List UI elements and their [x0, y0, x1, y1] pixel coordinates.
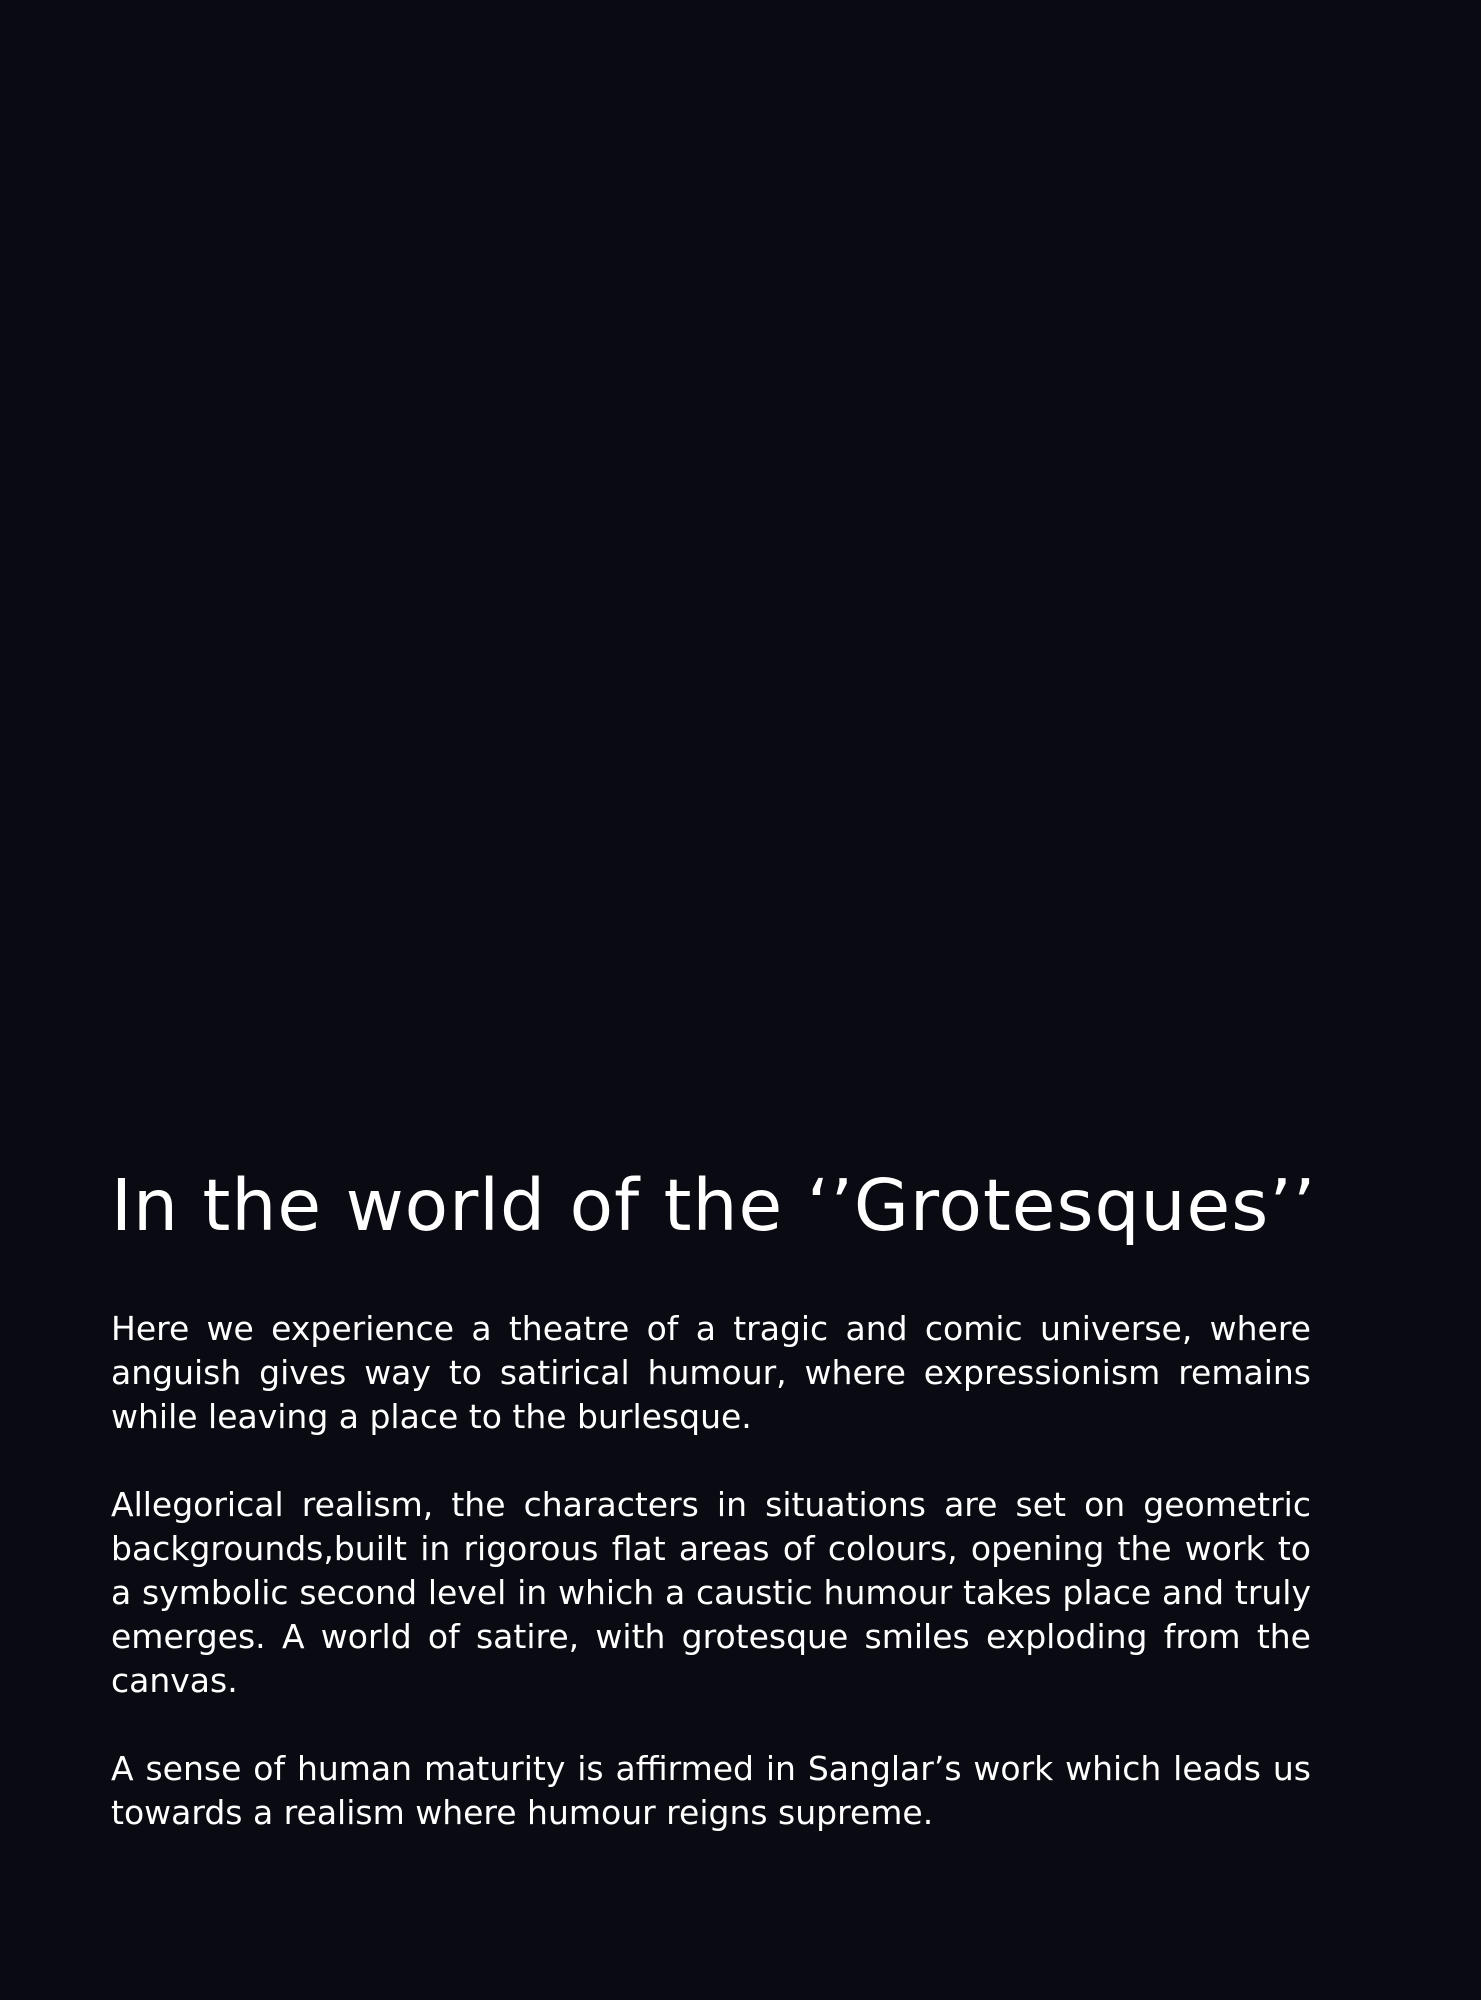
paragraph-1: Here we experience a theatre of a tragic and comic universe, where anguish gives way to satirical humour, where expressionism remains while leaving a place to the burlesque.	[111, 1308, 1311, 1436]
body-text	[111, 1307, 1311, 1835]
text-block	[111, 1164, 1317, 1835]
page-title: In the world of the ‘’Grotesques’’	[111, 1164, 1317, 1247]
paragraph-2: Allegorical realism, the characters in situations are set on geometric backgrounds,built in rigorous flat areas of colours, opening the work to a symbolic second level in which a caustic humour takes place and truly emerges. A world of satire, with grotesque smiles exploding from the canvas.	[111, 1484, 1311, 1700]
paragraph-3: A sense of human maturity is affirmed in Sanglar’s work which leads us towards a realism where humour reigns supreme.	[111, 1748, 1311, 1832]
